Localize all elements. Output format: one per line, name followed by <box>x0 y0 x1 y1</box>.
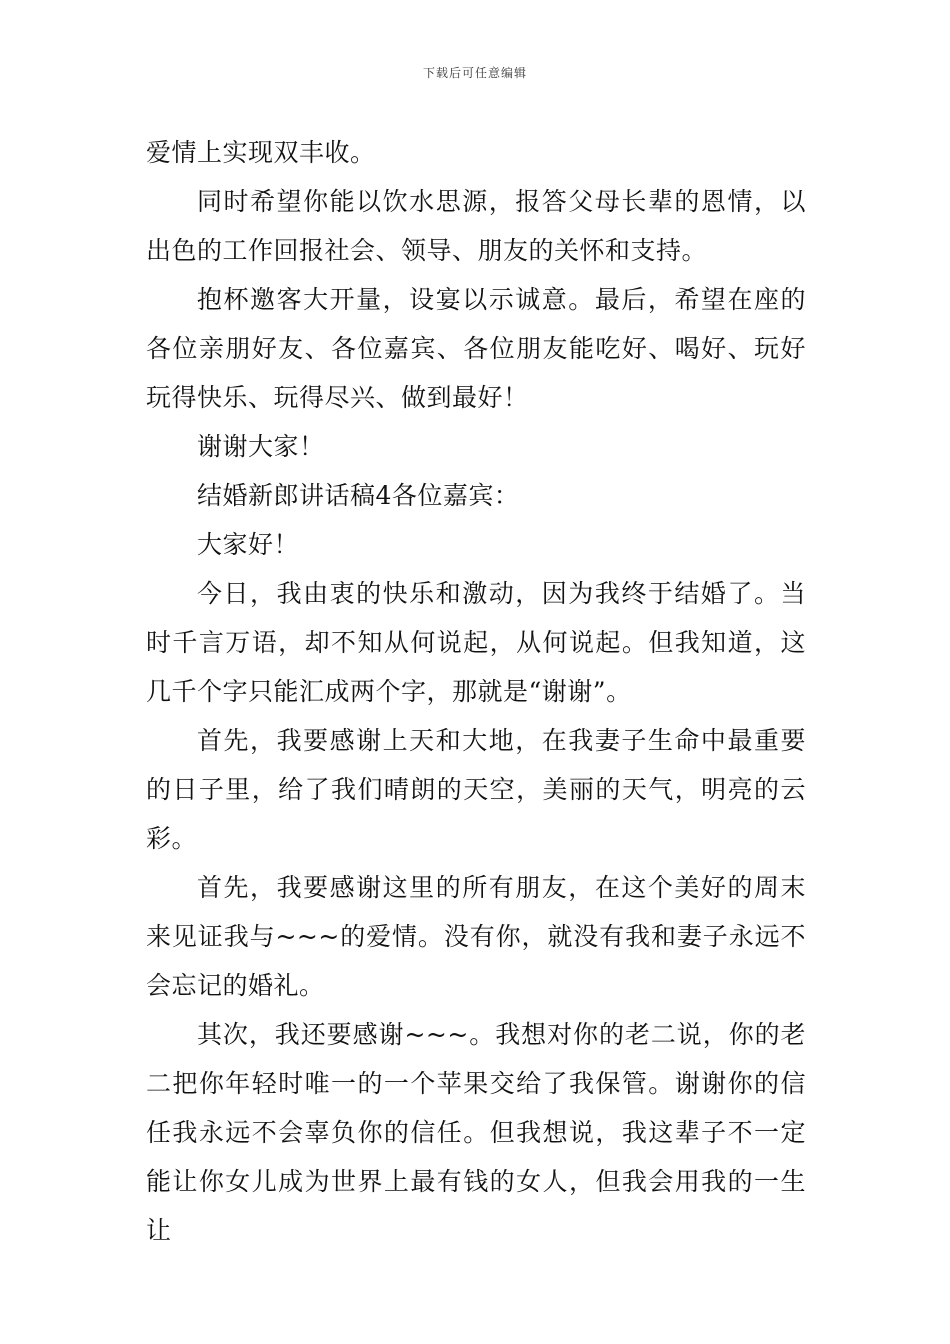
paragraph-1: 爱情上实现双丰收。 <box>146 138 376 167</box>
page-header: 下载后可任意编辑 <box>422 66 527 80</box>
paragraph-6: 大家好！ <box>197 530 300 559</box>
paragraph-7: 今日，我由衷的快乐和激动，因为我终于结婚了。当时千言万语，却不知从何说起，从何说起。但我知道，这几千个字只能汇成两个字，那就是“谢谢”。 <box>146 579 806 706</box>
paragraph-2: 同时希望你能以饮水思源，报答父母长辈的恩情，以出色的工作回报社会、领导、朋友的关怀和支持。 <box>146 187 806 265</box>
paragraph-10: 其次，我还要感谢~~~。我想对你的老二说，你的老二把你年轻时唯一的一个苹果交给了我保管。谢谢你的信任我永远不会辜负你的信任。但我想说，我这辈子不一定能让你女儿成为世界上最有钱的女人，但我会用我的一生让 <box>146 1020 806 1245</box>
paragraph-4: 谢谢大家！ <box>197 432 325 461</box>
paragraph-3: 抱杯邀客大开量，设宴以示诚意。最后，希望在座的各位亲朋好友、各位嘉宾、各位朋友能吃好、喝好、玩好玩得快乐、玩得尽兴、做到最好！ <box>146 285 806 412</box>
paragraph-5: 结婚新郎讲话稿4各位嘉宾： <box>197 481 520 510</box>
paragraph-9: 首先，我要感谢这里的所有朋友，在这个美好的周末来见证我与~~~的爱情。没有你，就没有我和妻子永远不会忘记的婚礼。 <box>146 873 806 1000</box>
document-body <box>146 128 806 1255</box>
paragraph-8: 首先，我要感谢上天和大地，在我妻子生命中最重要的日子里，给了我们晴朗的天空，美丽的天气，明亮的云彩。 <box>146 726 806 853</box>
